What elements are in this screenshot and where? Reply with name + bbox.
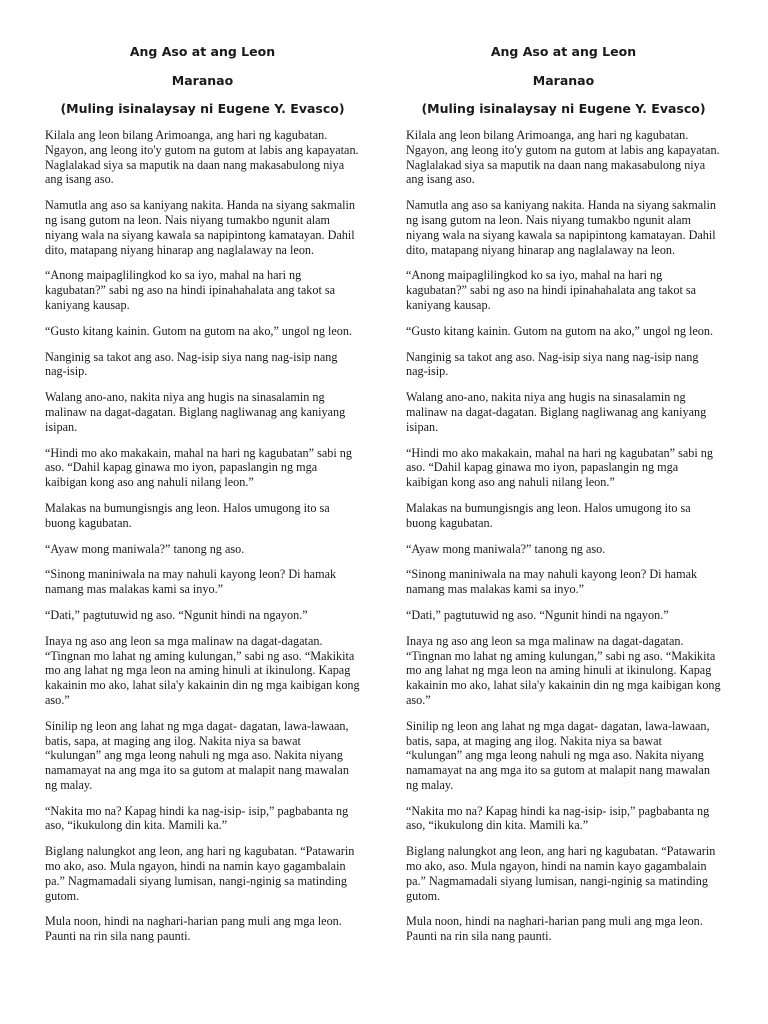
story-byline: (Muling isinalaysay ni Eugene Y. Evasco) xyxy=(421,101,706,116)
paragraph: “Anong maipaglilingkod ko sa iyo, mahal na hari ng kagubatan?” sabi ng aso na hindi ipinahahalata ang takot sa kaniyang kausap. xyxy=(406,268,697,312)
story-body xyxy=(406,128,721,944)
story-title: Ang Aso at ang Leon xyxy=(129,44,276,59)
story-body xyxy=(45,128,360,944)
paragraph: “Nakita mo na? Kapag hindi ka nag-isip- isip,” pagbabanta ng aso, “ikukulong din kita. Mamili ka.” xyxy=(406,803,710,833)
paragraph: Mula noon, hindi na naghari-harian pang muli ang mga leon. Paunti na rin sila nang paunti. xyxy=(406,914,703,944)
paragraph: “Gusto kitang kainin. Gutom na gutom na ako,” ungol ng leon. xyxy=(45,323,353,338)
story-subtitle: Maranao xyxy=(532,73,595,88)
story-column-left xyxy=(45,36,360,955)
paragraph: Sinilip ng leon ang lahat ng mga dagat- dagatan, lawa-lawaan, batis, sapa, at maging ang ilog. Nakita niya sa bawat “kulungan” ang mga leong nahuli ng mga aso. Nakita niyang namamayat na ang mga ito sa gutom at malapit nang mawalan ng malay. xyxy=(406,718,710,792)
paragraph: Namutla ang aso sa kaniyang nakita. Handa na siyang sakmalin ng isang gutom na leon. Nais niyang tumakbo ngunit alam niyang wala na siyang kawala sa napipintong kamatayan. Dahil dito, matapang niyang hinarap ang naglalaway na leon. xyxy=(45,198,356,257)
paragraph: “Hindi mo ako makakain, mahal na hari ng kagubatan” sabi ng aso. “Dahil kapag ginawa mo iyon, papaslangin ng mga kaibigan kong aso ang nahuli nilang leon.” xyxy=(406,445,713,490)
paragraph: “Hindi mo ako makakain, mahal na hari ng kagubatan” sabi ng aso. “Dahil kapag ginawa mo iyon, papaslangin ng mga kaibigan kong aso ang nahuli nilang leon.” xyxy=(45,445,352,490)
paragraph: “Gusto kitang kainin. Gutom na gutom na ako,” ungol ng leon. xyxy=(406,323,714,338)
paragraph: Kilala ang leon bilang Arimoanga, ang hari ng kagubatan. Ngayon, ang leong ito'y gutom na gutom at labis ang kapayatan. Naglalakad siya sa maputik na daan nang makasabulong niya ang isang aso. xyxy=(406,128,720,187)
paragraph: Kilala ang leon bilang Arimoanga, ang hari ng kagubatan. Ngayon, ang leong ito'y gutom na gutom at labis ang kapayatan. Naglalakad siya sa maputik na daan nang makasabulong niya ang isang aso. xyxy=(45,128,359,187)
paragraph: “Sinong maniniwala na may nahuli kayong leon? Di hamak namang mas malakas kami sa inyo.” xyxy=(45,567,337,597)
story-title: Ang Aso at ang Leon xyxy=(490,44,637,59)
paragraph: Nanginig sa takot ang aso. Nag-isip siya nang nag-isip nang nag-isip. xyxy=(406,349,699,379)
paragraph: “Sinong maniniwala na may nahuli kayong leon? Di hamak namang mas malakas kami sa inyo.” xyxy=(406,567,698,597)
paragraph: Malakas na bumungisngis ang leon. Halos umugong ito sa buong kagubatan. xyxy=(45,500,330,530)
paragraph: Sinilip ng leon ang lahat ng mga dagat- dagatan, lawa-lawaan, batis, sapa, at maging ang ilog. Nakita niya sa bawat “kulungan” ang mga leong nahuli ng mga aso. Nakita niyang namamayat na ang mga ito sa gutom at malapit nang mawalan ng malay. xyxy=(45,718,349,792)
paragraph: Malakas na bumungisngis ang leon. Halos umugong ito sa buong kagubatan. xyxy=(406,500,691,530)
paragraph: Namutla ang aso sa kaniyang nakita. Handa na siyang sakmalin ng isang gutom na leon. Nais niyang tumakbo ngunit alam niyang wala na siyang kawala sa napipintong kamatayan. Dahil dito, matapang niyang hinarap ang naglalaway na leon. xyxy=(406,198,717,257)
paragraph: “Dati,” pagtutuwid ng aso. “Ngunit hindi na ngayon.” xyxy=(45,607,308,622)
paragraph: Walang ano-ano, nakita niya ang hugis na sinasalamin ng malinaw na dagat-dagatan. Biglang nagliwanag ang kaniyang isipan. xyxy=(45,390,346,434)
paragraph: “Anong maipaglilingkod ko sa iyo, mahal na hari ng kagubatan?” sabi ng aso na hindi ipinahahalata ang takot sa kaniyang kausap. xyxy=(45,268,336,312)
paragraph: Inaya ng aso ang leon sa mga malinaw na dagat-dagatan. “Tingnan mo lahat ng aming kulungan,” sabi ng aso. “Makikita mo ang lahat ng mga leon na aming hinuli at ikinulong. Kapag kakainin mo ako, lahat sila'y kakainin din ng mga kaibigan kong aso.” xyxy=(45,633,360,707)
paragraph: “Nakita mo na? Kapag hindi ka nag-isip- isip,” pagbabanta ng aso, “ikukulong din kita. Mamili ka.” xyxy=(45,803,349,833)
paragraph: “Ayaw mong maniwala?” tanong ng aso. xyxy=(45,541,245,556)
paragraph: Biglang nalungkot ang leon, ang hari ng kagubatan. “Patawarin mo ako, aso. Mula ngayon, hindi na namin kayo gagambalain pa.” Nagmamadali siyang lumisan, nangi-nginig sa matinding gutom. xyxy=(45,844,355,903)
paragraph: Inaya ng aso ang leon sa mga malinaw na dagat-dagatan. “Tingnan mo lahat ng aming kulungan,” sabi ng aso. “Makikita mo ang lahat ng mga leon na aming hinuli at ikinulong. Kapag kakainin mo ako, lahat sila'y kakainin din ng mga kaibigan kong aso.” xyxy=(406,633,721,707)
paragraph: Nanginig sa takot ang aso. Nag-isip siya nang nag-isip nang nag-isip. xyxy=(45,349,338,379)
paragraph: “Ayaw mong maniwala?” tanong ng aso. xyxy=(406,541,606,556)
paragraph: Mula noon, hindi na naghari-harian pang muli ang mga leon. Paunti na rin sila nang paunti. xyxy=(45,914,342,944)
paragraph: Biglang nalungkot ang leon, ang hari ng kagubatan. “Patawarin mo ako, aso. Mula ngayon, hindi na namin kayo gagambalain pa.” Nagmamadali siyang lumisan, nangi-nginig sa matinding gutom. xyxy=(406,844,716,903)
paragraph: “Dati,” pagtutuwid ng aso. “Ngunit hindi na ngayon.” xyxy=(406,607,669,622)
story-subtitle: Maranao xyxy=(171,73,234,88)
story-column-right xyxy=(406,36,721,955)
paragraph: Walang ano-ano, nakita niya ang hugis na sinasalamin ng malinaw na dagat-dagatan. Biglang nagliwanag ang kaniyang isipan. xyxy=(406,390,707,434)
story-byline: (Muling isinalaysay ni Eugene Y. Evasco) xyxy=(60,101,345,116)
